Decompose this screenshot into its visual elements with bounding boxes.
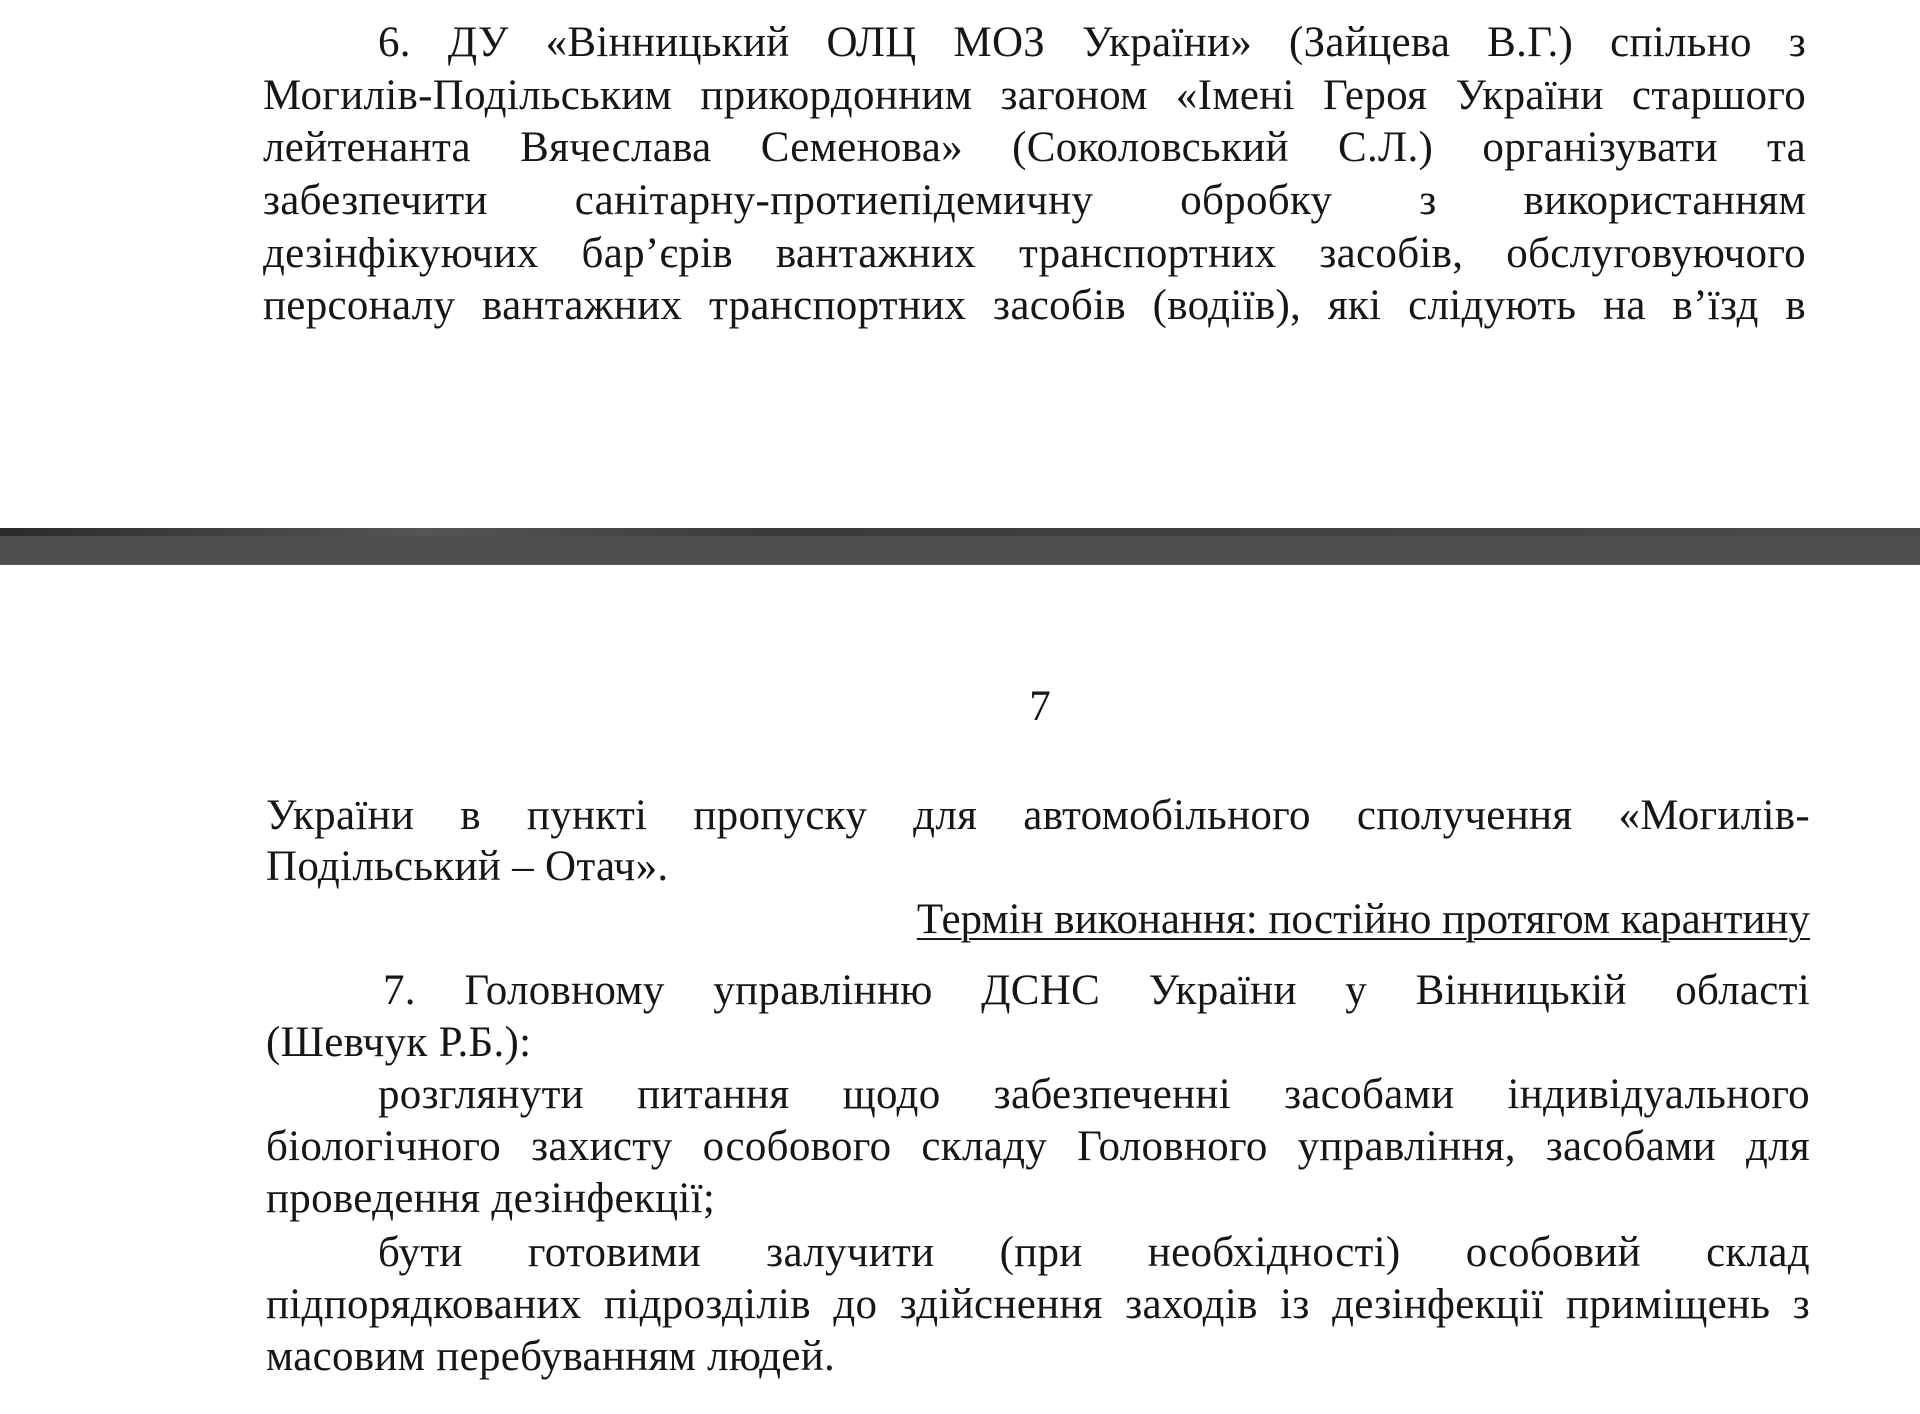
paragraph-6-line-2: Могилів-Подільським прикордонним загоном «Імені Героя України старшого <box>263 72 1806 119</box>
paragraph-6-line-3: лейтенанта Вячеслава Семенова» (Соколовський С.Л.) організувати та <box>263 124 1806 171</box>
paragraph-6-line-1: 6. ДУ «Вінницький ОЛЦ МОЗ України» (Зайцева В.Г.) спільно з <box>378 19 1806 66</box>
paragraph-7-sub2-line-1: бути готовими залучити (при необхідності) особовий склад <box>378 1229 1810 1276</box>
paragraph-6-line-4: забезпечити санітарну-протиепідемичну обробку з використанням <box>263 177 1806 224</box>
paragraph-7-sub1-line-1: розглянути питання щодо забезпеченні засобами індивідуального <box>378 1071 1810 1118</box>
deadline-note: Термін виконання: постійно протягом карантину <box>916 896 1810 943</box>
continuation-line-2: Подільський – Отач». <box>266 843 669 890</box>
paragraph-7-sub2-line-3: масовим перебуванням людей. <box>266 1333 836 1380</box>
page-number: 7 <box>1029 683 1051 730</box>
paragraph-7-sub2-line-2: підпорядкованих підрозділів до здійснення заходів із дезінфекції приміщень з <box>266 1281 1810 1328</box>
paragraph-7-line-1: 7. Головному управлінню ДСНС України у Вінницькій області <box>383 967 1810 1014</box>
paragraph-7-line-2: (Шевчук Р.Б.): <box>266 1019 532 1066</box>
paragraph-7-sub1-line-3: проведення дезінфекції; <box>266 1175 716 1222</box>
paragraph-7-sub1-line-2: біологічного захисту особового складу Головного управління, засобами для <box>266 1123 1810 1170</box>
page-separator-edge <box>0 528 1920 536</box>
continuation-line-1: України в пункті пропуску для автомобільного сполучення «Могилів- <box>266 792 1810 839</box>
page-separator <box>0 528 1920 570</box>
paragraph-6-line-6: персоналу вантажних транспортних засобів (водіїв), які слідують на в’їзд в <box>263 282 1806 329</box>
document-page-bottom <box>0 565 1920 1414</box>
paragraph-6-line-5: дезінфікуючих бар’єрів вантажних транспортних засобів, обслуговуючого <box>263 230 1806 277</box>
document-page-top <box>0 0 1920 530</box>
